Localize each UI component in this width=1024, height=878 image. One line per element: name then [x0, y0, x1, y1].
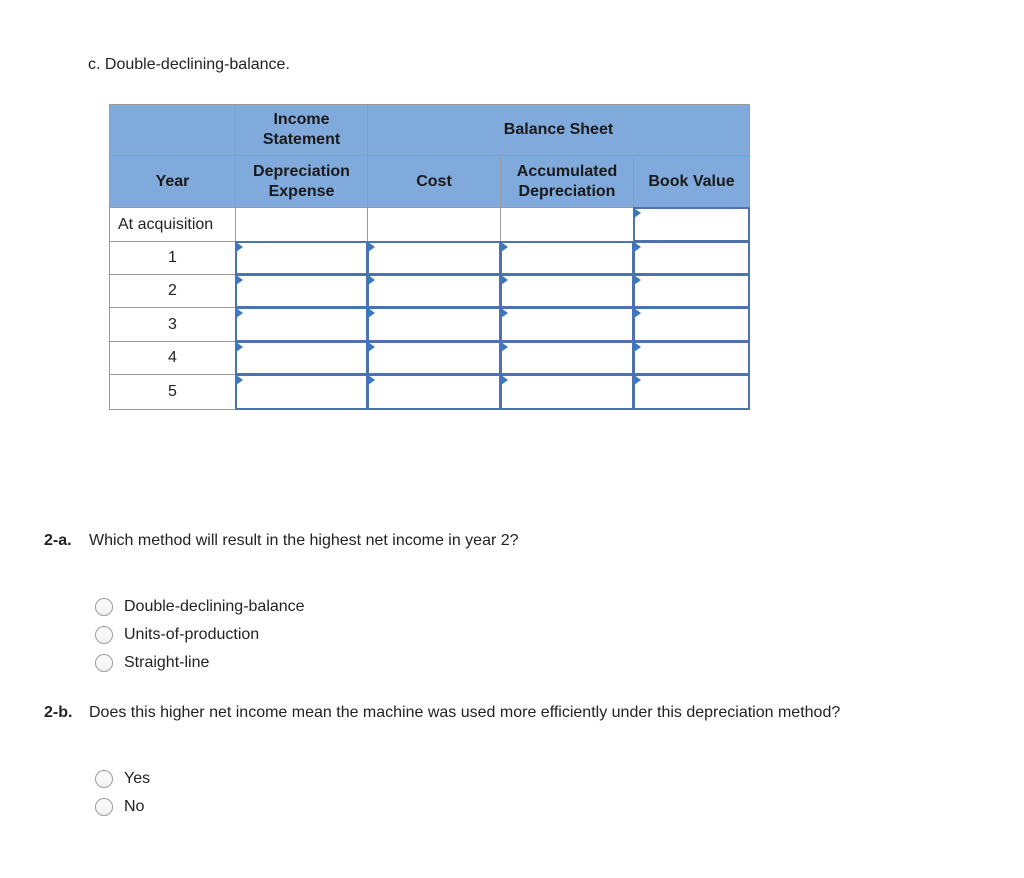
header-year: Year: [109, 155, 236, 208]
input-book-value-1[interactable]: [633, 241, 750, 275]
input-cost-5[interactable]: [367, 374, 501, 410]
row-label-year-2: 2: [109, 274, 236, 308]
input-marker-icon: [368, 342, 375, 352]
header-blank-year: [109, 104, 236, 156]
row-label-at-acquisition: At acquisition: [109, 207, 236, 242]
input-marker-icon: [368, 308, 375, 318]
input-depreciation-expense-3[interactable]: [235, 307, 368, 342]
row-label-year-3: 3: [109, 307, 236, 342]
option-label: Units-of-production: [124, 626, 260, 643]
question-text: Does this higher net income mean the machine was used more efficiently under this depreciation method?: [89, 704, 841, 721]
input-accumulated-depreciation-3[interactable]: [500, 307, 634, 342]
radio-button[interactable]: [95, 598, 113, 616]
input-marker-icon: [634, 242, 641, 252]
input-book-value-3[interactable]: [633, 307, 750, 342]
input-marker-icon: [236, 275, 243, 285]
input-cost-1[interactable]: [367, 241, 501, 275]
input-accumulated-depreciation-4[interactable]: [500, 341, 634, 375]
question-number: 2-b.: [44, 704, 73, 721]
input-marker-icon: [501, 242, 508, 252]
radio-button[interactable]: [95, 770, 113, 788]
header-cost: Cost: [367, 155, 501, 208]
header-balance-sheet: Balance Sheet: [367, 104, 750, 156]
option-yes[interactable]: [95, 768, 150, 790]
option-label: No: [124, 798, 145, 815]
cell-static: [367, 207, 501, 242]
input-accumulated-depreciation-2[interactable]: [500, 274, 634, 308]
radio-button[interactable]: [95, 626, 113, 644]
option-label: Yes: [124, 770, 151, 787]
input-book-value-4[interactable]: [633, 341, 750, 375]
input-cost-4[interactable]: [367, 341, 501, 375]
input-marker-icon: [501, 308, 508, 318]
input-marker-icon: [501, 342, 508, 352]
header-depreciation-expense: Depreciation Expense: [235, 155, 368, 208]
input-book-value-acquisition[interactable]: [633, 207, 750, 242]
input-marker-icon: [501, 375, 508, 385]
option-label: Double-declining-balance: [124, 598, 305, 615]
question-number: 2-a.: [44, 532, 72, 549]
option-units-of-production[interactable]: [95, 624, 259, 646]
option-label: Straight-line: [124, 654, 210, 671]
question-text: Which method will result in the highest net income in year 2?: [89, 532, 519, 549]
cell-static: [235, 207, 368, 242]
input-marker-icon: [236, 242, 243, 252]
input-marker-icon: [501, 275, 508, 285]
input-cost-3[interactable]: [367, 307, 501, 342]
input-marker-icon: [236, 308, 243, 318]
input-marker-icon: [634, 308, 641, 318]
input-marker-icon: [634, 342, 641, 352]
input-book-value-2[interactable]: [633, 274, 750, 308]
input-depreciation-expense-1[interactable]: [235, 241, 368, 275]
option-no[interactable]: [95, 796, 144, 818]
input-depreciation-expense-2[interactable]: [235, 274, 368, 308]
header-book-value: Book Value: [633, 155, 750, 208]
header-income-statement: Income Statement: [235, 104, 368, 156]
option-double-declining-balance[interactable]: [95, 596, 305, 618]
header-accumulated-depreciation: Accumulated Depreciation: [500, 155, 634, 208]
radio-button[interactable]: [95, 798, 113, 816]
row-label-year-4: 4: [109, 341, 236, 375]
input-accumulated-depreciation-1[interactable]: [500, 241, 634, 275]
row-label-year-1: 1: [109, 241, 236, 275]
input-marker-icon: [236, 375, 243, 385]
input-depreciation-expense-4[interactable]: [235, 341, 368, 375]
input-marker-icon: [368, 275, 375, 285]
input-marker-icon: [368, 242, 375, 252]
radio-button[interactable]: [95, 654, 113, 672]
cell-static: [500, 207, 634, 242]
input-marker-icon: [634, 375, 641, 385]
option-straight-line[interactable]: [95, 652, 209, 674]
input-cost-2[interactable]: [367, 274, 501, 308]
section-label: c. Double-declining-balance.: [88, 56, 290, 73]
input-book-value-5[interactable]: [633, 374, 750, 410]
row-label-year-5: 5: [109, 374, 236, 410]
input-depreciation-expense-5[interactable]: [235, 374, 368, 410]
input-marker-icon: [634, 275, 641, 285]
input-marker-icon: [368, 375, 375, 385]
input-marker-icon: [236, 342, 243, 352]
input-accumulated-depreciation-5[interactable]: [500, 374, 634, 410]
input-marker-icon: [634, 208, 641, 218]
depreciation-table: [109, 104, 750, 410]
